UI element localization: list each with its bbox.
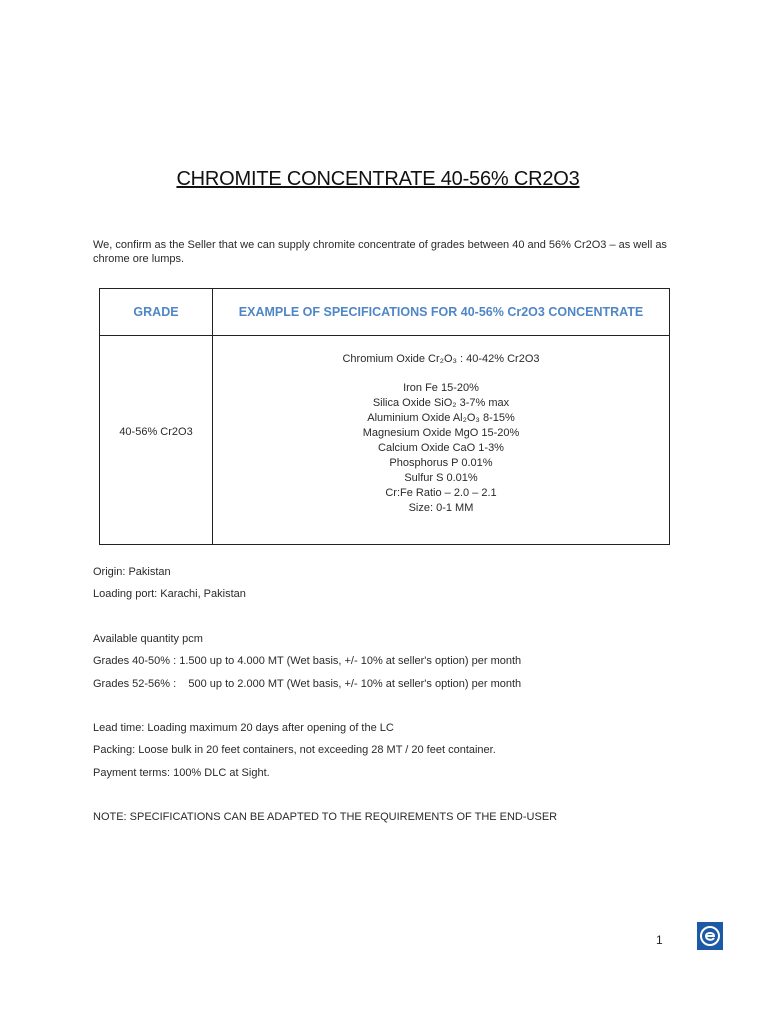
spec-line: Size: 0-1 MM (408, 502, 474, 514)
document-title: CHROMITE CONCENTRATE 40-56% CR2O3 (176, 168, 580, 190)
intro-paragraph: We, confirm as the Seller that we can supply chromite concentrate of grades between 40 and 56% Cr2O3 – as well as chrome ore lumps. (93, 239, 667, 265)
spec-line: Aluminium Oxide Al₂O₃ 8-15% (367, 412, 515, 424)
spec-line: Iron Fe 15-20% (403, 382, 479, 394)
spec-line: Cr:Fe Ratio – 2.0 – 2.1 (385, 487, 497, 499)
spec-line: Calcium Oxide CaO 1-3% (378, 442, 504, 454)
table-header-divider (100, 335, 669, 336)
page-number: 1 (656, 933, 663, 947)
grades-52-56-line: Grades 52-56% : 500 up to 2.000 MT (Wet basis, +/- 10% at seller's option) per month (93, 677, 522, 690)
available-quantity-line: Available quantity pcm (93, 632, 203, 645)
grades-40-50-line: Grades 40-50% : 1.500 up to 4.000 MT (Wet basis, +/- 10% at seller's option) per month (93, 655, 522, 668)
specifications-table (99, 288, 670, 545)
origin-line: Origin: Pakistan (93, 566, 171, 578)
spec-column-header: EXAMPLE OF SPECIFICATIONS FOR 40-56% Cr2O3 CONCENTRATE (238, 305, 644, 319)
e-logo-icon (697, 922, 723, 950)
spec-line: Silica Oxide SiO₂ 3-7% max (372, 397, 510, 409)
note-line: NOTE: SPECIFICATIONS CAN BE ADAPTED TO THE REQUIREMENTS OF THE END-USER (93, 811, 558, 824)
payment-terms-line: Payment terms: 100% DLC at Sight. (93, 766, 270, 779)
lead-time-line: Lead time: Loading maximum 20 days after opening of the LC (93, 721, 394, 734)
grade-cell: 40-56% Cr2O3 (119, 426, 193, 438)
loading-port-line: Loading port: Karachi, Pakistan (93, 588, 246, 601)
spec-line: Magnesium Oxide MgO 15-20% (362, 427, 520, 439)
spec-cell (213, 352, 669, 516)
spec-line-chromium-oxide: Chromium Oxide Cr₂O₃ : 40-42% Cr2O3 (342, 353, 540, 365)
packing-line: Packing: Loose bulk in 20 feet containers, not exceeding 28 MT / 20 feet container. (93, 744, 496, 757)
spec-line: Sulfur S 0.01% (404, 472, 478, 484)
grade-column-header: GRADE (133, 305, 179, 319)
terms-section (93, 565, 693, 833)
spec-line: Phosphorus P 0.01% (389, 457, 493, 469)
